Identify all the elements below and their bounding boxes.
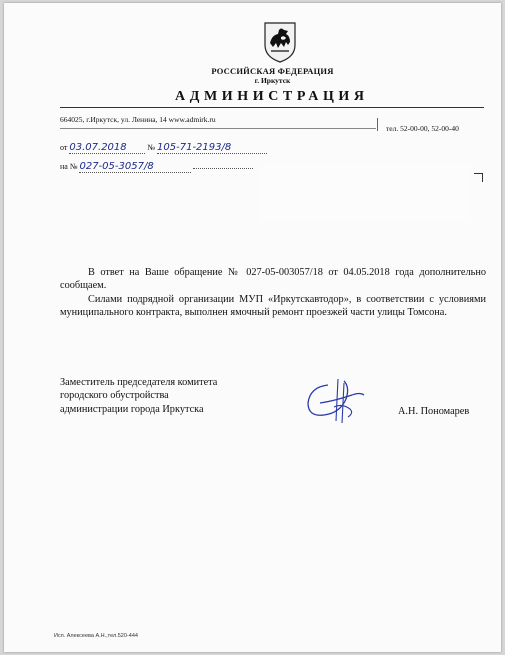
letter-page xyxy=(4,3,501,652)
outgoing-reference xyxy=(60,142,267,154)
handwritten-signature xyxy=(298,373,368,428)
address-line: 664025, г.Иркутск, ул. Ленина, 14 www.admirk.ru xyxy=(60,115,216,124)
signatory-name: А.Н. Пономарев xyxy=(398,406,470,417)
executor-footer: Исп. Алексеева А.Н.,тел.520-444 xyxy=(54,633,138,639)
outgoing-date: 03.07.2018 xyxy=(69,142,127,153)
divider-tick xyxy=(377,118,378,131)
body-paragraph-2: Силами подрядной организации МУП «Иркутскавтодор», в соответствии с условиями муниципального контракта, выполнен ямочный ремонт проезжей части улицы Томсона. xyxy=(60,293,486,319)
incoming-reference xyxy=(60,161,253,173)
recipient-corner-mark xyxy=(474,173,483,182)
redacted-recipient-block xyxy=(260,164,470,222)
incoming-number: 027-05-3057/8 xyxy=(79,161,154,172)
letter-body xyxy=(60,266,486,320)
phone-line: тел. 52-00-00, 52-00-40 xyxy=(386,124,459,133)
signatory-title-line-1: Заместитель председателя комитета xyxy=(60,377,218,388)
city-name: г. Иркутск xyxy=(254,76,291,85)
irkutsk-coat-of-arms-icon xyxy=(262,21,298,63)
outgoing-number: 105-71-2193/8 xyxy=(157,142,232,153)
body-paragraph-1: В ответ на Ваше обращение № 027-05-003057/18 от 04.05.2018 года дополнительно сообщаем. xyxy=(60,267,486,292)
country-name: РОССИЙСКАЯ ФЕДЕРАЦИЯ xyxy=(211,66,334,76)
signatory-title-line-2: городского обустройства xyxy=(60,390,169,402)
ot-label: от xyxy=(60,143,68,152)
na-label: на № xyxy=(60,162,78,171)
address-divider xyxy=(60,128,376,129)
number-label: № xyxy=(147,143,156,152)
signatory-title xyxy=(60,376,280,416)
header-divider xyxy=(60,107,484,108)
letterhead-title: АДМИНИСТРАЦИЯ xyxy=(175,89,369,104)
signatory-title-line-3: администрации города Иркутска xyxy=(60,403,204,415)
